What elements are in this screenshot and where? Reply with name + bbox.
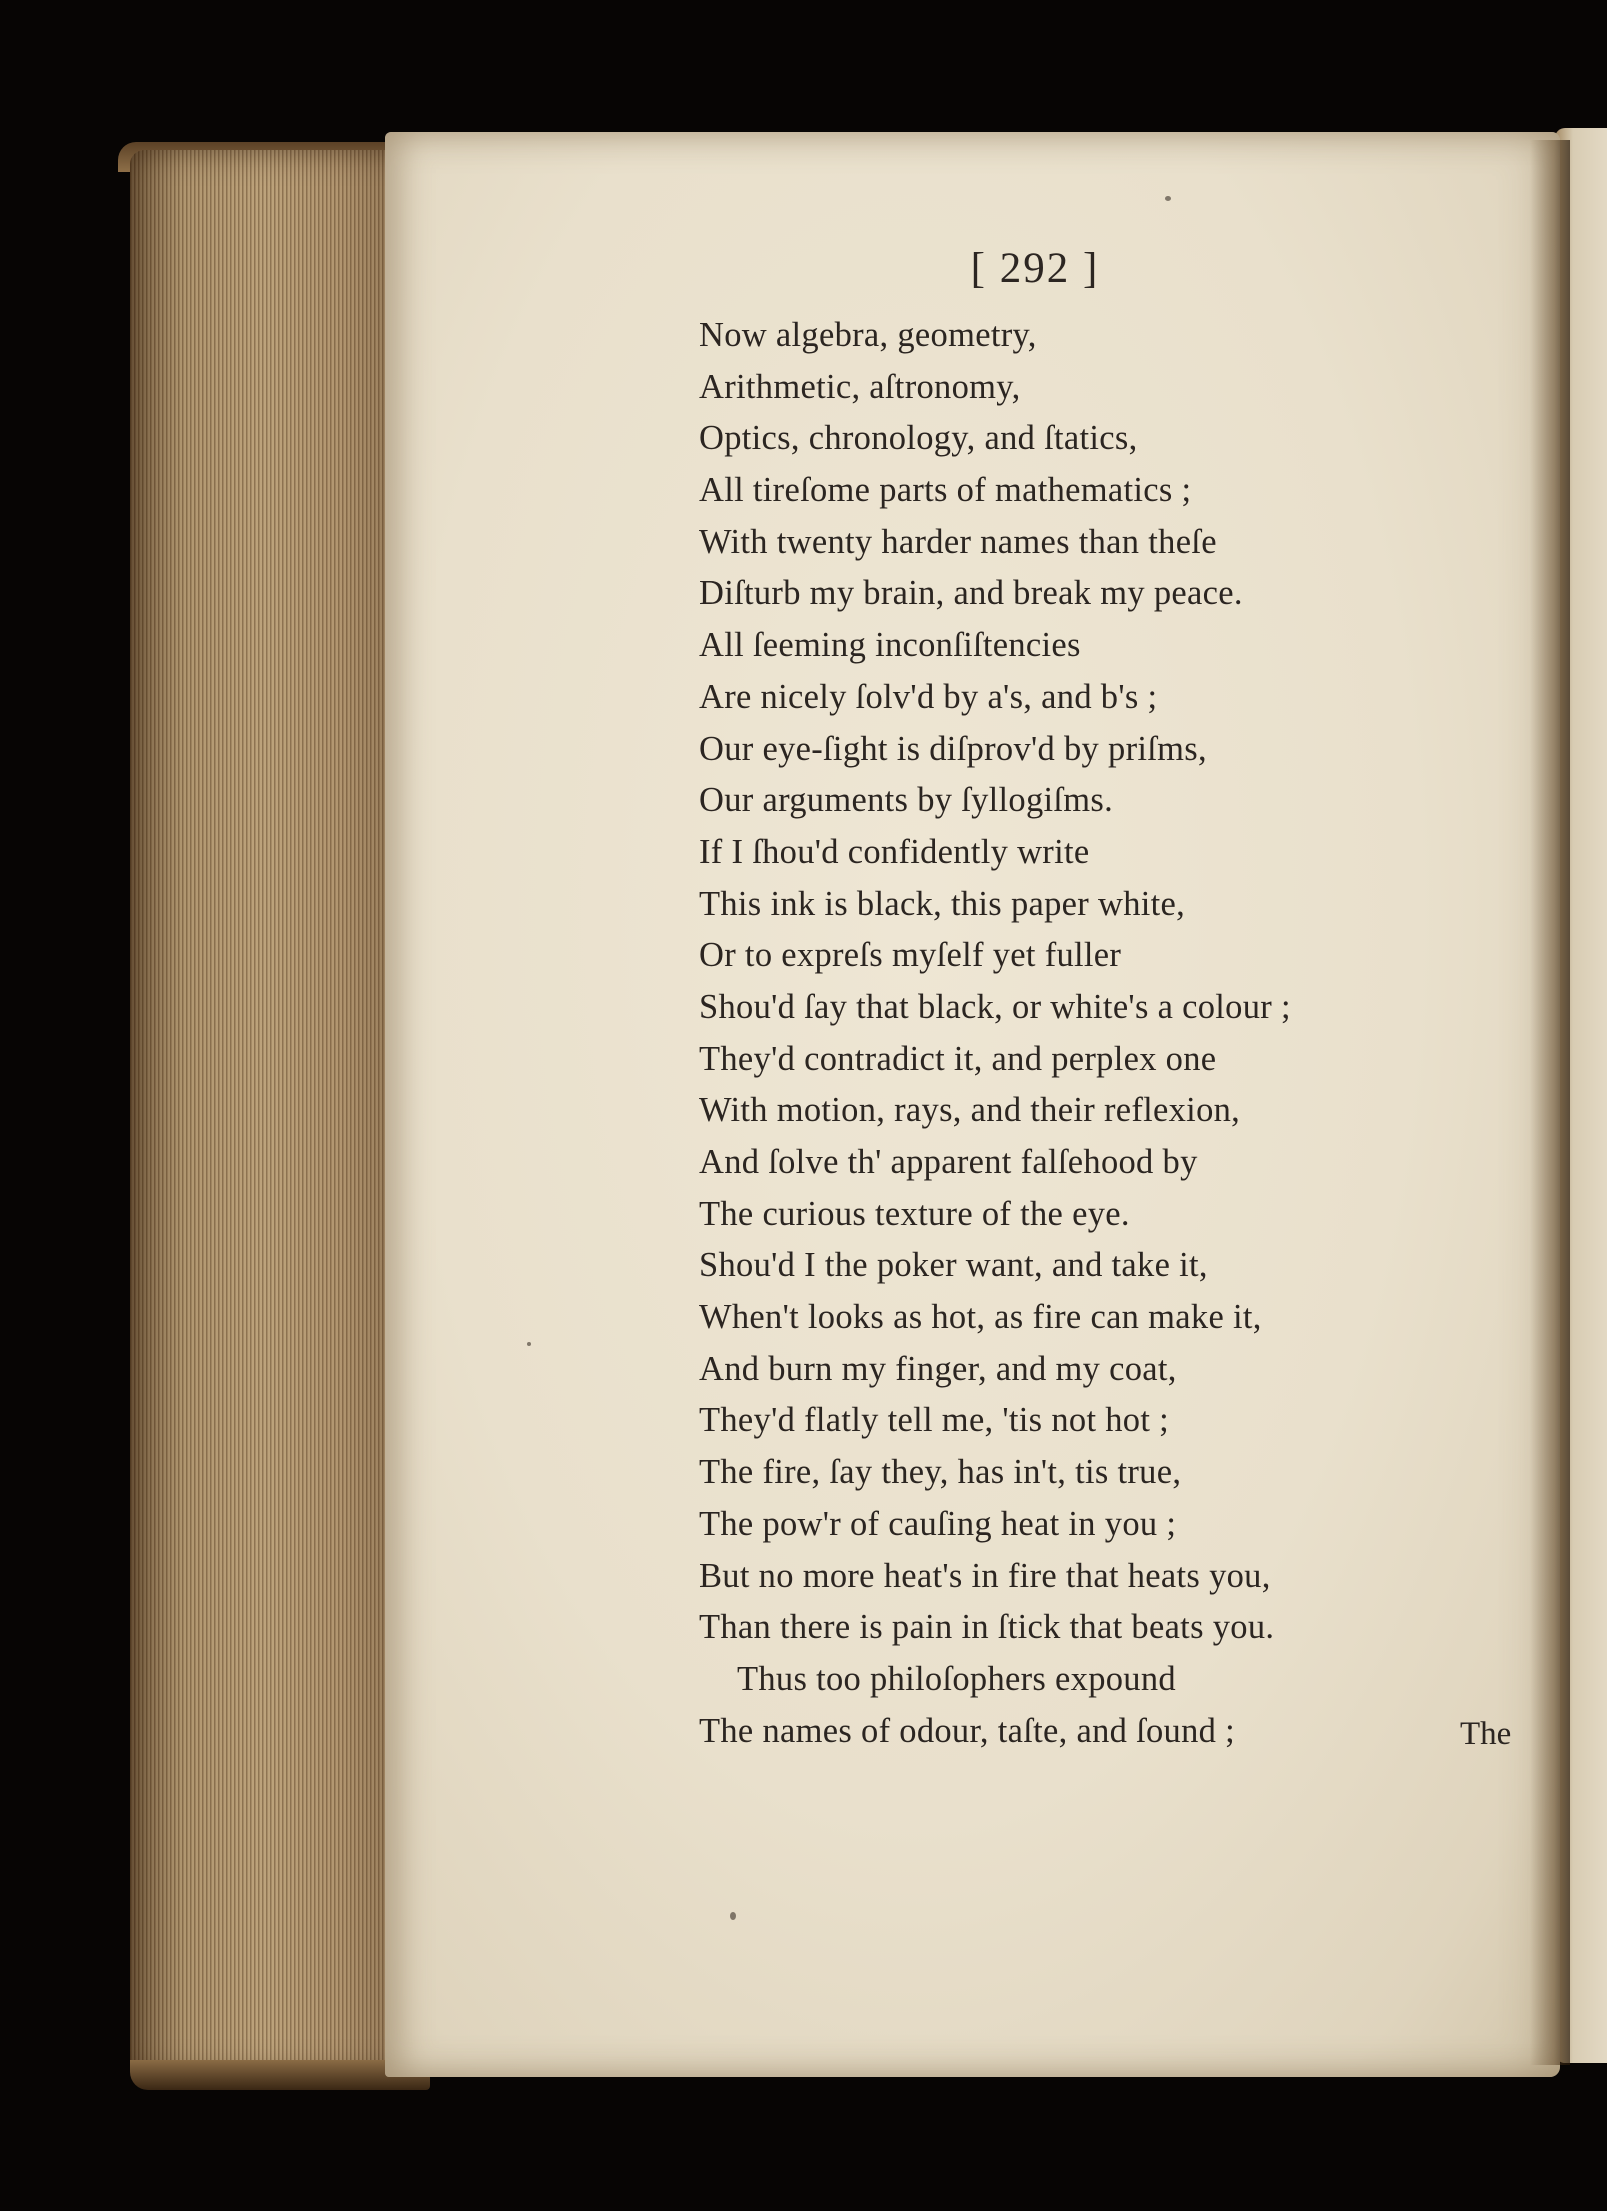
verse-line: This ink is black, this paper white, — [699, 884, 1186, 923]
page-text-block — [385, 132, 1560, 2077]
poem-verse — [699, 310, 1291, 1757]
verse-line: Diſturb my brain, and break my peace. — [699, 574, 1243, 613]
verse-line: And ſolve th' apparent falſehood by — [699, 1143, 1198, 1181]
verse-line: Shou'd ſay that black, or white's a colour ; — [699, 987, 1291, 1026]
gutter-shadow — [1530, 140, 1570, 2065]
verse-line: The names of odour, taſte, and ſound ; — [699, 1711, 1236, 1750]
verse-line: All tireſome parts of mathematics ; — [699, 471, 1192, 510]
book-page — [385, 132, 1560, 2077]
verse-line: And burn my finger, and my coat, — [699, 1349, 1177, 1388]
verse-line: Are nicely ſolv'd by a's, and b's ; — [699, 677, 1158, 716]
verse-line: Optics, chronology, and ſtatics, — [699, 419, 1138, 458]
page-number: [ 292 ] — [970, 245, 1100, 292]
verse-line: Shou'd I the poker want, and take it, — [699, 1246, 1208, 1285]
verse-line: The pow'r of cauſing heat in you ; — [699, 1504, 1177, 1543]
verse-line: Our arguments by ſyllogiſms. — [699, 781, 1114, 820]
verse-line: With twenty harder names than theſe — [699, 522, 1217, 561]
verse-line: They'd contradict it, and perplex one — [699, 1039, 1217, 1078]
verse-line: Than there is pain in ſtick that beats you. — [699, 1608, 1275, 1647]
verse-line: Thus too philoſophers expound — [737, 1659, 1176, 1698]
verse-line: When't looks as hot, as fire can make it, — [699, 1298, 1262, 1337]
verse-line: Now algebra, geometry, — [699, 316, 1037, 354]
verse-line: The fire, ſay they, has in't, tis true, — [699, 1453, 1182, 1492]
verse-line: But no more heat's in fire that heats you, — [699, 1556, 1271, 1595]
verse-line: With motion, rays, and their reflexion, — [699, 1091, 1241, 1130]
ink-speck — [730, 1912, 736, 1920]
verse-line: Arithmetic, aſtronomy, — [699, 367, 1021, 406]
verse-line: They'd flatly tell me, 'tis not hot ; — [699, 1401, 1170, 1440]
verse-line: Or to expreſs myſelf yet fuller — [699, 936, 1122, 975]
verse-line: The curious texture of the eye. — [699, 1194, 1130, 1233]
catchword: The — [1460, 1716, 1512, 1752]
ink-speck — [527, 1342, 531, 1346]
ink-speck — [1165, 196, 1171, 201]
verse-line: If I ſhou'd confidently write — [699, 832, 1090, 871]
verse-line: All ſeeming inconſiſtencies — [699, 626, 1081, 665]
verse-line: Our eye-ſight is diſprov'd by priſms, — [699, 729, 1207, 768]
